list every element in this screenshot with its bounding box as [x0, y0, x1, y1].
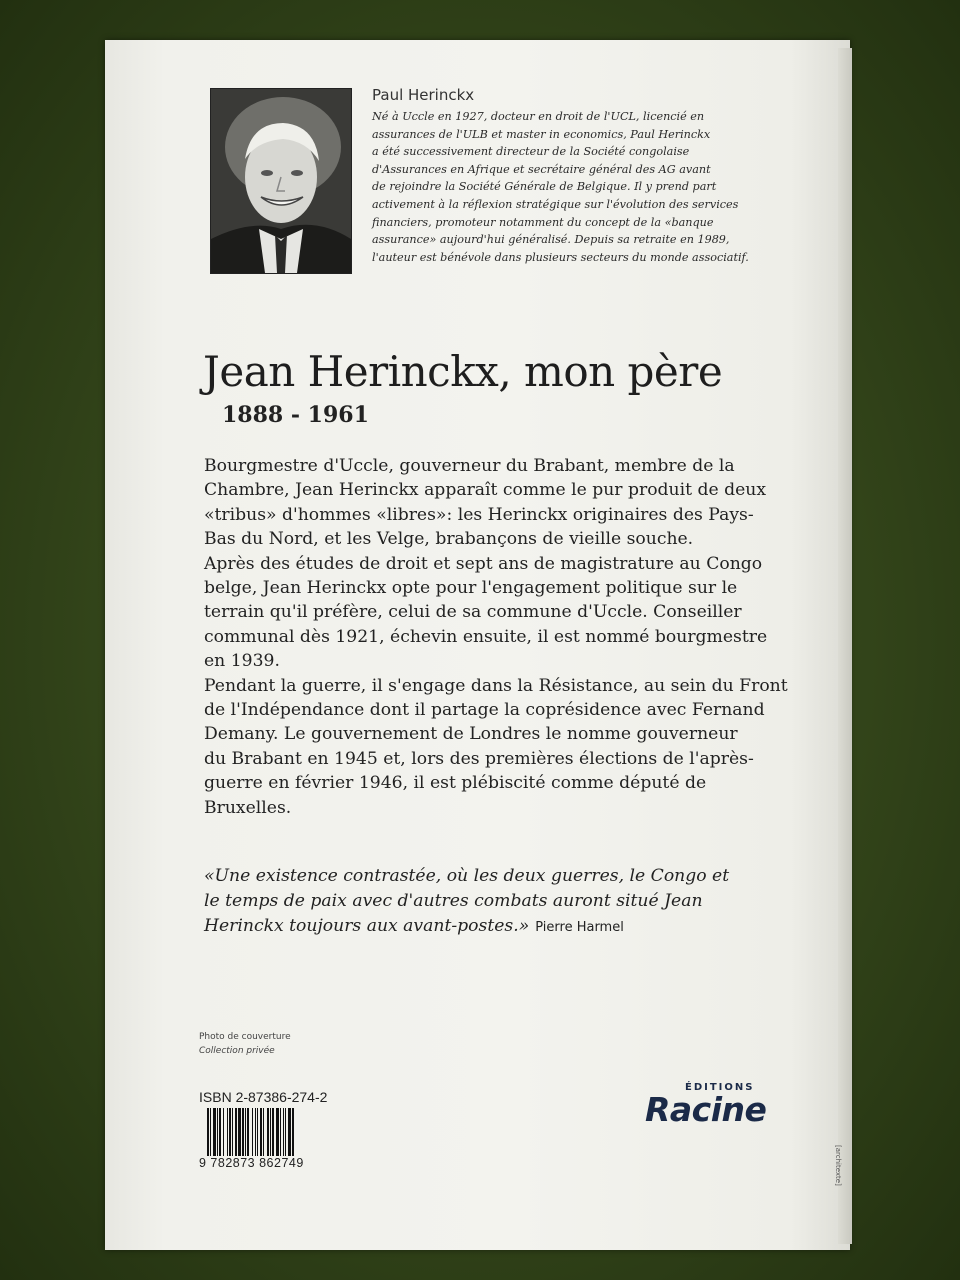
barcode-bar [232, 1108, 233, 1156]
barcode-bar [229, 1108, 231, 1156]
publisher-editions: ÉDITIONS [685, 1082, 755, 1093]
synopsis-line: Après des études de droit et sept ans de magistrature au Congo [204, 553, 763, 574]
bio-line: Né à Uccle en 1927, docteur en droit de l'UCL, licencié en [372, 110, 705, 123]
barcode-bar [227, 1108, 228, 1156]
barcode-bar [213, 1108, 216, 1156]
barcode-bar [267, 1108, 269, 1156]
barcode-bar [283, 1108, 284, 1156]
synopsis-line: de l'Indépendance dont il partage la coprésidence avec Fernand [204, 700, 765, 721]
synopsis-line: Bruxelles. [204, 797, 292, 818]
barcode-bar [247, 1108, 249, 1156]
barcode [207, 1108, 350, 1156]
quote-line: «Une existence contrastée, où les deux guerres, le Congo et [204, 866, 730, 886]
bio-line: financiers, promoteur notamment du concept de la «banque [372, 215, 714, 229]
cover-edge [838, 48, 852, 1244]
synopsis-line: guerre en février 1946, il est plébiscité comme député de [204, 773, 707, 794]
synopsis-line: Bourgmestre d'Uccle, gouverneur du Brabant, membre de la [204, 456, 735, 476]
synopsis-line: terrain qu'il préfère, celui de sa commune d'Uccle. Conseiller [204, 602, 742, 623]
author-photo [210, 88, 352, 274]
barcode-bar [260, 1108, 262, 1156]
author-name: Paul Herinckx [372, 86, 475, 104]
synopsis-line: Demany. Le gouvernement de Londres le nomme gouverneur [204, 724, 738, 745]
barcode-bar [292, 1108, 294, 1156]
quote-line-text: Herinckx toujours aux avant-postes.» [204, 916, 530, 936]
isbn-label: ISBN 2-87386-274-2 [199, 1089, 328, 1105]
barcode-bar [252, 1108, 253, 1156]
book-title: Jean Herinckx, mon père [203, 347, 723, 396]
barcode-bar [245, 1108, 246, 1156]
barcode-bar [242, 1108, 244, 1156]
barcode-bar [207, 1108, 209, 1156]
barcode-bar [238, 1108, 241, 1156]
credit-line: Photo de couverture [199, 1032, 291, 1042]
quote-line [204, 914, 814, 940]
barcode-bar [235, 1108, 237, 1156]
bio-line: assurances de l'ULB et master in economics, Paul Herinckx [372, 127, 711, 141]
synopsis-line: belge, Jean Herinckx opte pour l'engagement politique sur le [204, 578, 738, 599]
bio-line: activement à la réflexion stratégique sur l'évolution des services [372, 197, 739, 211]
barcode-bar [270, 1108, 271, 1156]
barcode-bar [219, 1108, 221, 1156]
author-bio [372, 108, 812, 266]
designer-tag: [architexte] [834, 1145, 842, 1186]
barcode-bar [288, 1108, 291, 1156]
barcode-digits: 9 782873 862749 [199, 1156, 304, 1170]
barcode-bar [255, 1108, 256, 1156]
bio-line: de rejoindre la Société Générale de Belgique. Il y prend part [372, 180, 717, 194]
synopsis-line: du Brabant en 1945 et, lors des premières élections de l'après- [204, 748, 754, 769]
synopsis-line: communal dès 1921, échevin ensuite, il est nommé bourgmestre [204, 626, 768, 647]
quote-author: Pierre Harmel [535, 920, 624, 935]
barcode-bar [280, 1108, 281, 1156]
synopsis-line: Chambre, Jean Herinckx apparaît comme le pur produit de deux [204, 480, 767, 501]
publisher-name: Racine [645, 1090, 767, 1129]
publisher-logo [645, 1082, 790, 1132]
barcode-bar [257, 1108, 258, 1156]
bio-line: l'auteur est bénévole dans plusieurs secteurs du monde associatif. [372, 250, 749, 264]
barcode-bar [285, 1108, 286, 1156]
book-dates: 1888 - 1961 [222, 402, 369, 428]
quote [204, 864, 814, 940]
credit-line: Collection privée [199, 1046, 275, 1056]
bio-line: a été successivement directeur de la Société congolaise [372, 145, 690, 159]
barcode-bar [272, 1108, 274, 1156]
synopsis-line: Pendant la guerre, il s'engage dans la Résistance, au sein du Front [204, 675, 788, 696]
synopsis-line: Bas du Nord, et les Velge, brabançons de vieille souche. [204, 529, 694, 550]
barcode-bar [223, 1108, 224, 1156]
synopsis-line: «tribus» d'hommes «libres»: les Herinckx originaires des Pays- [204, 504, 754, 525]
photo-credit [199, 1030, 291, 1058]
synopsis-line: en 1939. [204, 651, 280, 672]
bio-line: assurance» aujourd'hui généralisé. Depuis sa retraite en 1989, [372, 233, 730, 247]
quote-line: le temps de paix avec d'autres combats auront situé Jean [204, 891, 703, 911]
synopsis [204, 454, 804, 820]
barcode-bar [217, 1108, 218, 1156]
bio-line: d'Assurances en Afrique et secrétaire général des AG avant [372, 162, 711, 176]
barcode-bar [263, 1108, 264, 1156]
barcode-bar [276, 1108, 279, 1156]
barcode-bar [210, 1108, 211, 1156]
